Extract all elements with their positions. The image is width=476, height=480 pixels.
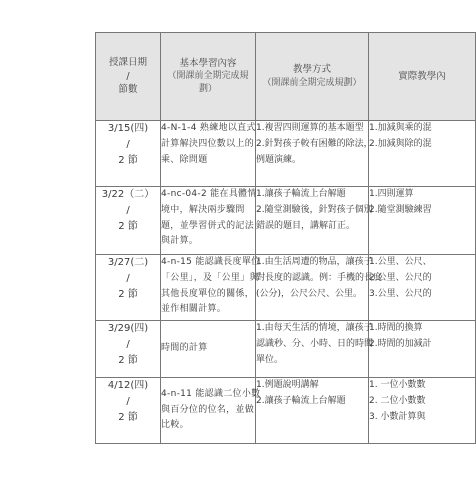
header-actual [369,33,476,121]
content-line: 「公里」，及「公里」與 [161,272,259,283]
actual-line: 2. 二位小數數 [369,395,426,406]
method-cell [256,321,374,378]
table-row [96,321,476,378]
actual-cell [369,321,476,378]
method-line: 單位。 [256,354,284,365]
actual-line: 3.公里、公尺的 [369,288,432,299]
table-row [96,187,476,255]
header-date-session [96,33,161,121]
session-count: 2 節 [118,355,138,366]
date-cell [96,255,161,321]
actual-line: 1. 一位小數數 [369,380,426,390]
content-cell [161,187,256,255]
method-cell [256,121,373,187]
date-cell [96,187,161,255]
header-date-sep: / [126,70,130,82]
method-cell [256,255,383,321]
date-sep: / [126,273,130,284]
actual-cell [369,121,476,187]
content-line: 4-n-11 能認識二位小數 [161,388,261,399]
header-method-label: 教學方式 [292,64,331,76]
actual-line: 1.時間的換算 [369,323,423,333]
method-line: 例題演練。 [256,154,302,165]
actual-line: 2.隨堂測驗練習 [369,204,432,215]
date-cell [96,321,161,378]
method-line: 認識秒、分、小時、日的時間 [256,338,374,349]
method-line: 1.例題說明講解 [256,380,319,390]
date-text: 4/12(四) [107,380,149,391]
table-row [96,121,476,187]
content-cell [161,378,261,444]
method-line: 2.讓孩子輪流上台解題 [256,395,346,406]
header-date-label: 授課日期 [108,56,147,68]
date-cell [96,378,161,444]
content-line: 題，並學習併式的記法 [161,220,255,231]
method-line: 對長度的認識。例：手機的長度 [256,272,383,283]
actual-line: 2.時間的加減計 [369,338,432,349]
session-count: 2 節 [118,412,138,423]
actual-line: 3. 小數計算與 [369,411,426,422]
content-line: 並作相關計算。 [161,304,227,315]
method-line: 1.由生活周遭的物品，讓孩子 [256,257,373,267]
content-line: 4-nc-04-2 能在具體情 [161,189,257,199]
header-method-sub: （開課前全期完成規劃） [262,77,362,88]
content-line: 境中，解決兩步驟問 [161,204,245,215]
date-sep: / [126,205,130,216]
actual-line: 1.四則運算 [369,189,414,199]
method-line: 1.複習四則運算的基本題型 [256,123,364,133]
content-line: 時間的計算 [161,343,208,354]
date-text: 3/27(二) [107,257,149,268]
content-line: 乘、除問題 [161,154,208,165]
content-cell [161,321,256,378]
method-cell [256,378,369,444]
teaching-plan-table [95,32,476,444]
header-content [161,33,256,121]
actual-cell [369,378,476,444]
actual-line: 2.加減與除的混 [369,138,432,149]
content-cell [161,121,256,187]
header-content-sub: （開課前全期完成規劃） [167,71,249,95]
date-cell [96,121,161,187]
content-line: 4-N-1-4 熟練地以直式 [161,123,256,133]
table-header-row [96,33,476,121]
content-line: 與計算。 [161,236,199,247]
session-count: 2 節 [118,155,138,166]
header-actual-label: 實際教學內 [398,70,446,82]
table-row [96,255,476,321]
header-content-label: 基本學習內容 [179,57,237,69]
actual-cell [369,255,476,321]
actual-cell [369,187,476,255]
date-sep: / [126,139,130,150]
table-row [96,378,476,444]
method-line: 1.讓孩子輪流上台解題 [256,189,346,199]
content-line: 與百分位的位名，並做 [161,404,255,415]
date-text: 3/29(四) [107,323,149,334]
content-line: 計算解決四位數以上的 [161,138,255,149]
method-line: 錯誤的題目，講解訂正。 [256,220,356,231]
date-sep: / [126,339,130,350]
header-session-label: 節數 [118,84,138,96]
method-line: (公分)，公尺公尺、公里。 [256,288,363,299]
content-line: 4-n-15 能認識長度單位 [161,257,261,267]
header-method [256,33,369,121]
method-line: 1.由每天生活的情境，讓孩子 [256,323,373,333]
actual-line: 1.公里、公尺、 [369,257,432,267]
date-sep: / [126,396,130,407]
content-line: 其他長度單位的關係， [161,288,255,299]
content-cell [161,255,261,321]
date-text: 3/22（二） [101,189,155,200]
actual-line: 1.加減與乘的混 [369,123,432,133]
method-cell [256,187,373,255]
method-line: 2.針對孩子較有困難的除法， [256,138,373,149]
method-line: 2.隨堂測驗後，針對孩子個別 [256,204,373,215]
content-line: 比較。 [161,420,189,431]
session-count: 2 節 [118,221,138,232]
session-count: 2 節 [118,289,138,300]
date-text: 3/15(四) [107,123,149,134]
actual-line: 2.公里、公尺的 [369,272,432,283]
